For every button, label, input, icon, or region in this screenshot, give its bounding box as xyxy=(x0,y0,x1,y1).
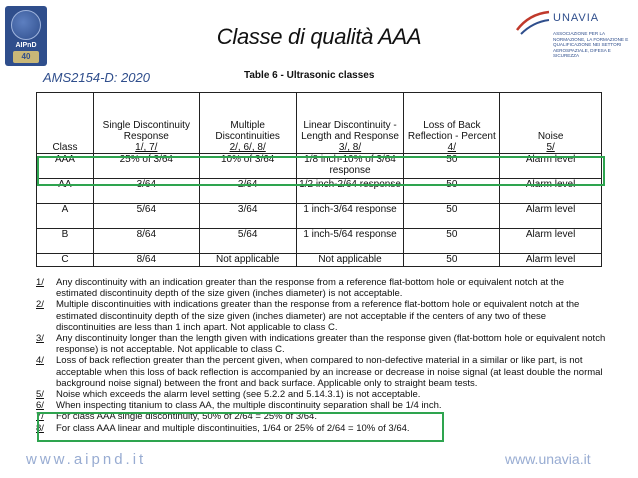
page-title: Classe di qualità AAA xyxy=(216,24,422,49)
note-item: 1/ Any discontinuity with an indication greater than the response from a reference flat-bottom hole or equivalent notch at the estimated discontinuity depth of the size given (inches diameter) is not acceptable. xyxy=(36,277,565,300)
table-cell: Alarm level xyxy=(500,179,602,204)
table-notes xyxy=(36,277,606,434)
note-item: 2/ Multiple discontinuities with indications greater than the response from a reference flat-bottom hole or equivalent notch at the estimated discontinuity depth of the size given (inches diameter) are not acceptable if the centers of any two of these discontinuities are less than 1 inch apart. Not applicable to class C. xyxy=(36,299,580,333)
table-cell: Alarm level xyxy=(500,254,602,267)
table-cell: Alarm level xyxy=(500,229,602,254)
table-header-row xyxy=(37,93,602,154)
swoosh-icon xyxy=(515,8,551,38)
table-cell: Alarm level xyxy=(500,154,602,179)
table-cell: A xyxy=(37,204,94,229)
unavia-name: UNAVIA xyxy=(553,12,600,24)
note-item: 6/ When inspecting titanium to class AA, the multiple discontinuity separation shall be 1/4 inch. xyxy=(36,400,442,412)
table-cell: 8/64 xyxy=(93,254,199,267)
table-cell: 8/64 xyxy=(93,229,199,254)
table-cell: 5/64 xyxy=(199,229,296,254)
table-cell: 50 xyxy=(404,204,500,229)
table-cell: 50 xyxy=(404,229,500,254)
header-cell: Linear Discontinuity - Length and Response 3/, 8/ xyxy=(296,93,404,154)
header-cell: Noise 5/ xyxy=(500,93,602,154)
unavia-tagline: ASSOCIAZIONE PER LA NORMAZIONE, LA FORMAZIONE E QUALIFICAZIONE NEI SETTORI AEROSPAZIALE, DIFESA E SICUREZZA xyxy=(553,31,629,59)
header-cell: Class xyxy=(37,93,94,154)
table-cell: 1/2 inch-2/64 response xyxy=(296,179,404,204)
standard-reference: AMS2154-D: 2020 xyxy=(43,70,150,85)
table-row xyxy=(37,254,602,267)
table-cell: 2/64 xyxy=(199,179,296,204)
aipnd-logo-acronym: AIPnD xyxy=(15,42,37,49)
aipnd-website[interactable]: www.aipnd.it xyxy=(26,451,147,468)
note-item: 8/ For class AAA linear and multiple discontinuities, 1/64 or 25% of 2/64 = 10% of 3/64. xyxy=(36,422,410,434)
table-cell: B xyxy=(37,229,94,254)
table-cell: 50 xyxy=(404,179,500,204)
unavia-website[interactable]: www.unavia.it xyxy=(505,451,591,467)
table-cell: Not applicable xyxy=(296,254,404,267)
table-cell: 3/64 xyxy=(199,204,296,229)
table-cell: 3/64 xyxy=(93,179,199,204)
table-row xyxy=(37,204,602,229)
note-item: 7/ For class AAA single discontinuity, 50% of 2/64 = 25% of 3/64. xyxy=(36,411,317,423)
header-cell: Single Discontinuity Response 1/, 7/ xyxy=(93,93,199,154)
table-cell: AA xyxy=(37,179,94,204)
table-cell: Alarm level xyxy=(500,204,602,229)
header-cell: Multiple Discontinuities 2/, 6/, 8/ xyxy=(199,93,296,154)
note-item: 4/ Loss of back reflection greater than the percent given, when compared to non-defective material in a similar or like part, is not acceptable when this loss of back reflection is accompanied by an increase or decrease in noise signal (at least double the normal background noise signal) between the front and back surface. Applicable only to straight beam tests. xyxy=(36,355,603,389)
note-item: 5/ Noise which exceeds the alarm level setting (see 5.2.2 and 5.14.3.1) is not acceptable. xyxy=(36,389,421,401)
aaa-row-highlight xyxy=(37,156,605,186)
table-cell: 10% of 3/64 xyxy=(199,154,296,179)
table-cell: 5/64 xyxy=(93,204,199,229)
table-title: Table 6 - Ultrasonic classes xyxy=(244,70,375,81)
table-cell: 1 inch-3/64 response xyxy=(296,204,404,229)
unavia-logo xyxy=(515,6,630,60)
anniversary-badge: 40 xyxy=(13,51,39,63)
table-cell: 50 xyxy=(404,254,500,267)
table-cell: 25% of 3/64 xyxy=(93,154,199,179)
table-cell: 50 xyxy=(404,154,500,179)
table-cell: Not applicable xyxy=(199,254,296,267)
table-row xyxy=(37,229,602,254)
table-cell: 1 inch-5/64 response xyxy=(296,229,404,254)
header-cell: Loss of Back Reflection - Percent 4/ xyxy=(404,93,500,154)
table-cell: AAA xyxy=(37,154,94,179)
class-aaa-notes-highlight xyxy=(37,412,444,442)
note-item: 3/ Any discontinuity longer than the length given with indications greater than the response given (flat-bottom hole or equivalent notch response) is not acceptable. Not applicable to class C. xyxy=(36,333,606,356)
table-cell: C xyxy=(37,254,94,267)
table-cell: 1/8 inch-10% of 3/64 response xyxy=(296,154,404,179)
